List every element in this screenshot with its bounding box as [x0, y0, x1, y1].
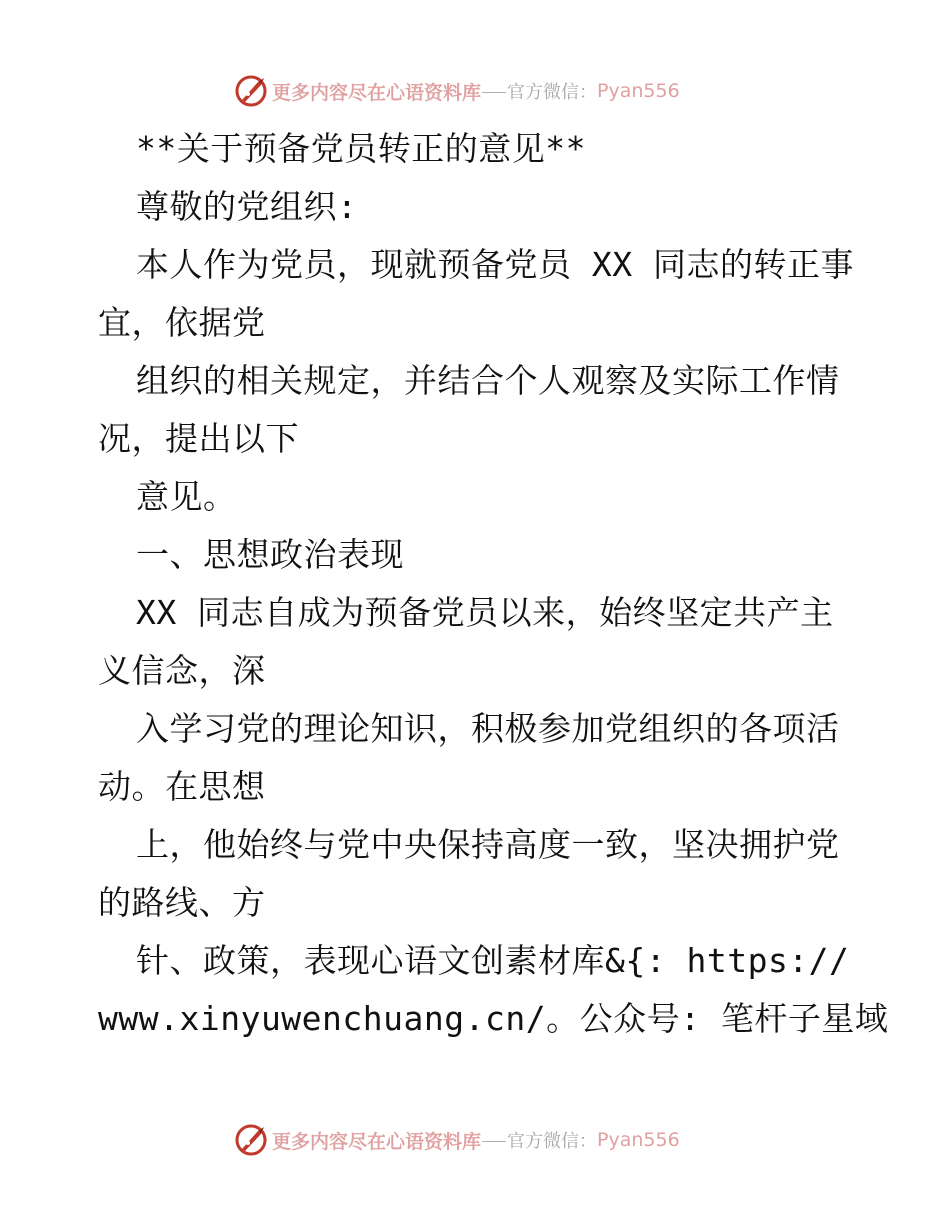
section-heading: 一、思想政治表现: [136, 535, 404, 574]
watermark-wechat-label: 官方微信：: [507, 1131, 598, 1152]
body-line: XX 同志自成为预备党员以来，始终坚定共产主: [136, 593, 834, 632]
watermark-wechat-id: Pyan556: [597, 1129, 680, 1151]
document-title: **关于预备党员转正的意见**: [136, 129, 586, 168]
salutation: 尊敬的党组织:: [136, 187, 358, 226]
quill-logo-icon: [234, 1123, 268, 1157]
body-line: 动。在思想: [98, 767, 266, 806]
watermark-wechat-id: Pyan556: [597, 80, 680, 102]
body-line: 义信念，深: [98, 651, 266, 690]
watermark-banner-top: [234, 73, 714, 109]
body-line: 上，他始终与党中央保持高度一致，坚决拥护党: [136, 825, 840, 864]
body-line: 况，提出以下: [98, 419, 299, 458]
body-line: 的路线、方: [98, 883, 266, 922]
watermark-dash: [482, 92, 506, 93]
watermark-wechat-label: 官方微信：: [507, 82, 598, 103]
body-line: 本人作为党员，现就预备党员 XX 同志的转正事: [136, 245, 854, 284]
body-line: 意见。: [136, 477, 237, 516]
watermark-banner-bottom: [234, 1122, 714, 1158]
body-line: 入学习党的理论知识，积极参加党组织的各项活: [136, 709, 840, 748]
quill-logo-icon: [234, 74, 268, 108]
watermark-site-name: 更多内容尽在心语资料库: [272, 81, 482, 104]
body-line: 针、政策，表现心语文创素材库&{: https://: [136, 941, 850, 980]
body-line: 宜，依据党: [98, 303, 266, 342]
body-line: 组织的相关规定，并结合个人观察及实际工作情: [136, 361, 840, 400]
body-line: www.xinyuwenchuang.cn/。公众号: 笔杆子星域: [98, 999, 889, 1038]
watermark-dash: [482, 1141, 506, 1142]
watermark-site-name: 更多内容尽在心语资料库: [272, 1130, 482, 1153]
